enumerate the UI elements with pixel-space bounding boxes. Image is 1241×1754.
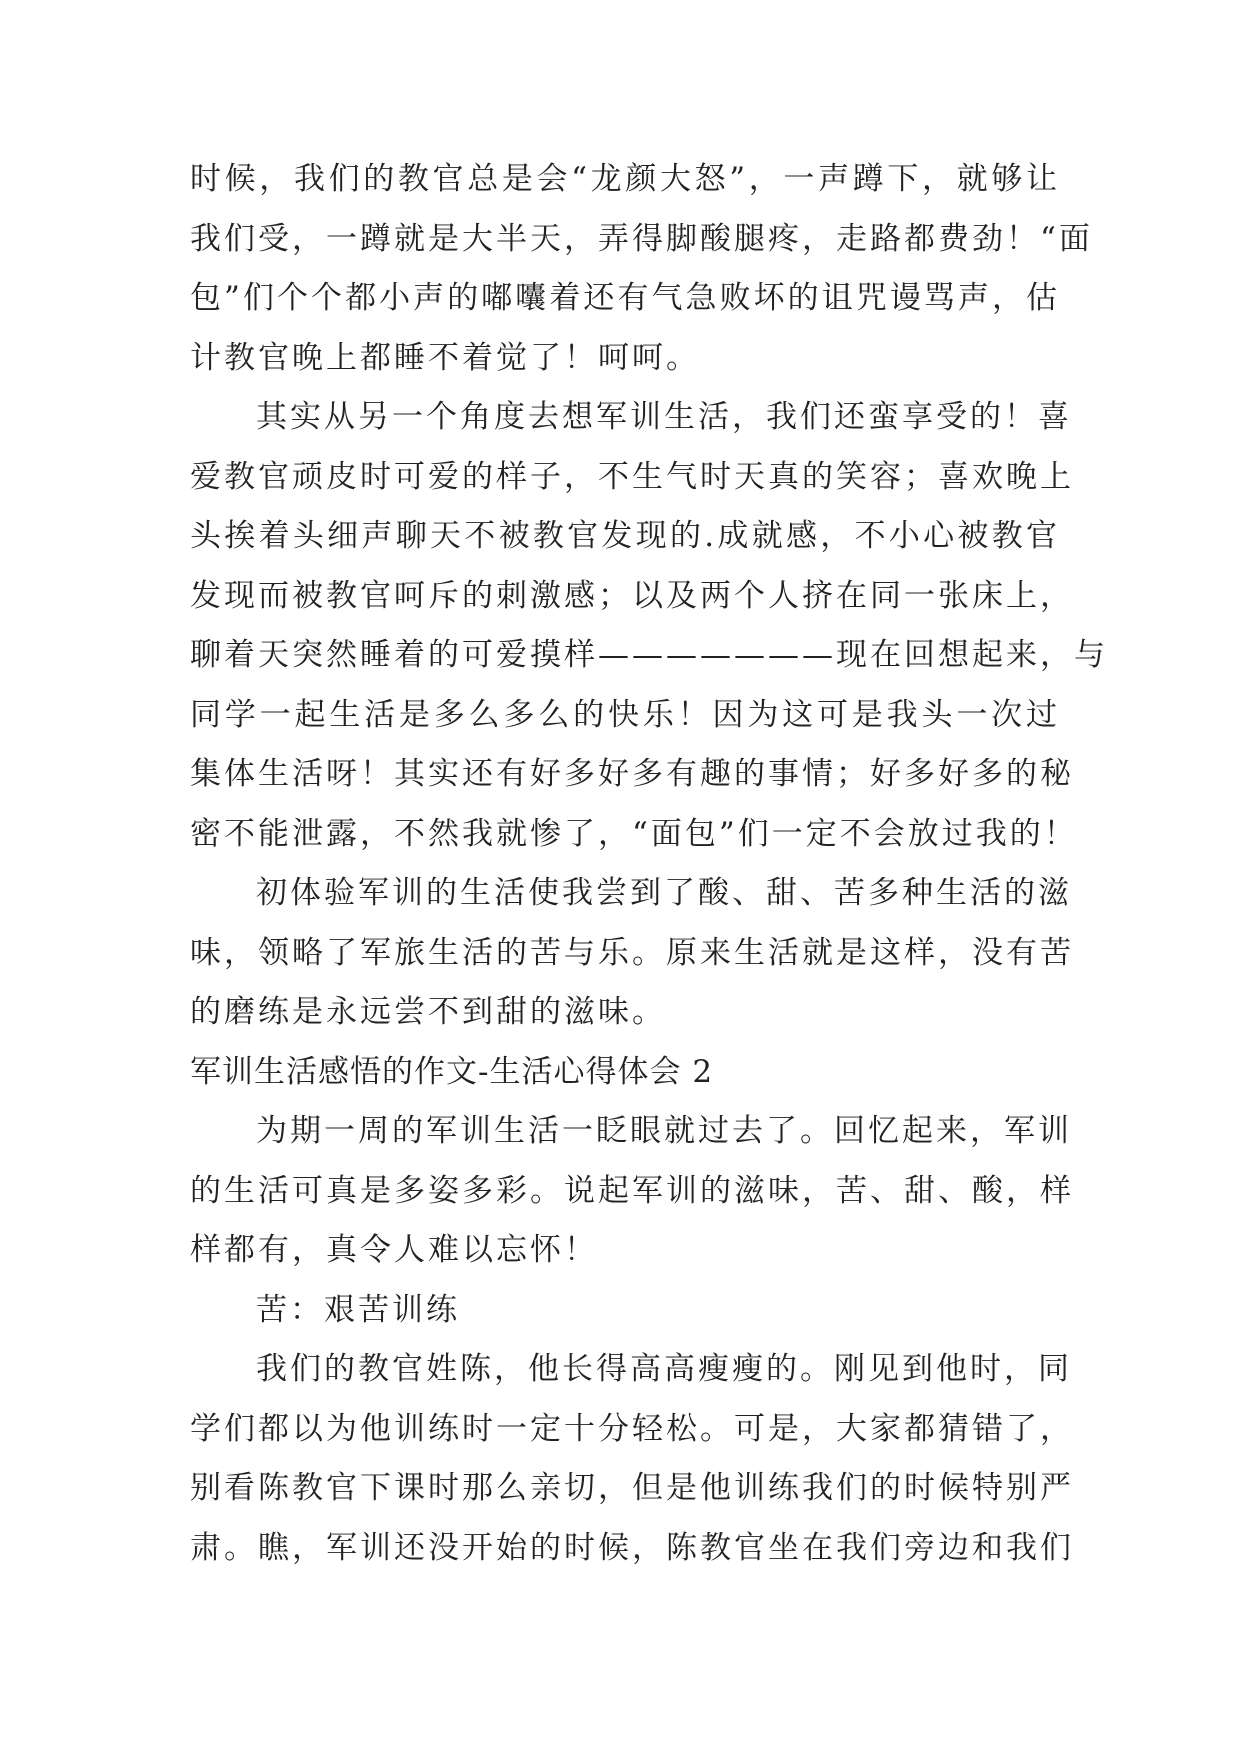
- text-line: 学们都以为他训练时一定十分轻松。可是，大家都猜错了，: [190, 1410, 1074, 1447]
- text-line: 苦：艰苦训练: [256, 1291, 460, 1328]
- text-line: 我们的教官姓陈，他长得高高瘦瘦的。刚见到他时，同: [256, 1351, 1072, 1387]
- text-line: 时候，我们的教官总是会“龙颜大怒”，一声蹲下，就够让: [190, 161, 1060, 197]
- text-line: 的生活可真是多姿多彩。说起军训的滋味，苦、甜、酸，样: [190, 1172, 1074, 1209]
- text-line: 初体验军训的生活使我尝到了酸、甜、苦多种生活的滋: [256, 875, 1072, 911]
- section-heading: 军训生活感悟的作文-生活心得体会 2: [190, 1053, 714, 1090]
- text-line: 计教官晚上都睡不着觉了！呵呵。: [190, 339, 700, 376]
- text-line: 发现而被教官呵斥的刺激感；以及两个人挤在同一张床上，: [190, 577, 1074, 614]
- text-line: 头挨着头细声聊天不被教官发现的.成就感，不小心被教官: [190, 518, 1060, 554]
- text-line: 同学一起生活是多么多么的快乐！因为这可是我头一次过: [190, 696, 1060, 733]
- text-line: 密不能泄露，不然我就惨了，“面包”们一定不会放过我的！: [190, 815, 1078, 852]
- document-body: [190, 150, 1108, 1578]
- text-line: 为期一周的军训生活一眨眼就过去了。回忆起来，军训: [256, 1113, 1072, 1149]
- text-line: 肃。瞧，军训还没开始的时候，陈教官坐在我们旁边和我们: [190, 1529, 1074, 1566]
- text-line: 集体生活呀！其实还有好多好多有趣的事情；好多好多的秘: [190, 756, 1074, 792]
- text-line: 味，领略了军旅生活的苦与乐。原来生活就是这样，没有苦: [190, 934, 1074, 971]
- text-line: 包”们个个都小声的嘟囔着还有气急败坏的诅咒谩骂声，估: [190, 280, 1060, 316]
- text-line: 聊着天突然睡着的可爱摸样———————现在回想起来，与: [190, 637, 1108, 673]
- text-line: 的磨练是永远尝不到甜的滋味。: [190, 994, 666, 1030]
- text-line: 我们受，一蹲就是大半天，弄得脚酸腿疼，走路都费劲！“面: [190, 220, 1093, 257]
- text-line: 别看陈教官下课时那么亲切，但是他训练我们的时候特别严: [190, 1470, 1074, 1506]
- text-line: 其实从另一个角度去想军训生活，我们还蛮享受的！喜: [256, 399, 1072, 435]
- text-line: 样都有，真令人难以忘怀！: [190, 1232, 598, 1268]
- text-line: 爱教官顽皮时可爱的样子，不生气时天真的笑容；喜欢晚上: [190, 458, 1074, 495]
